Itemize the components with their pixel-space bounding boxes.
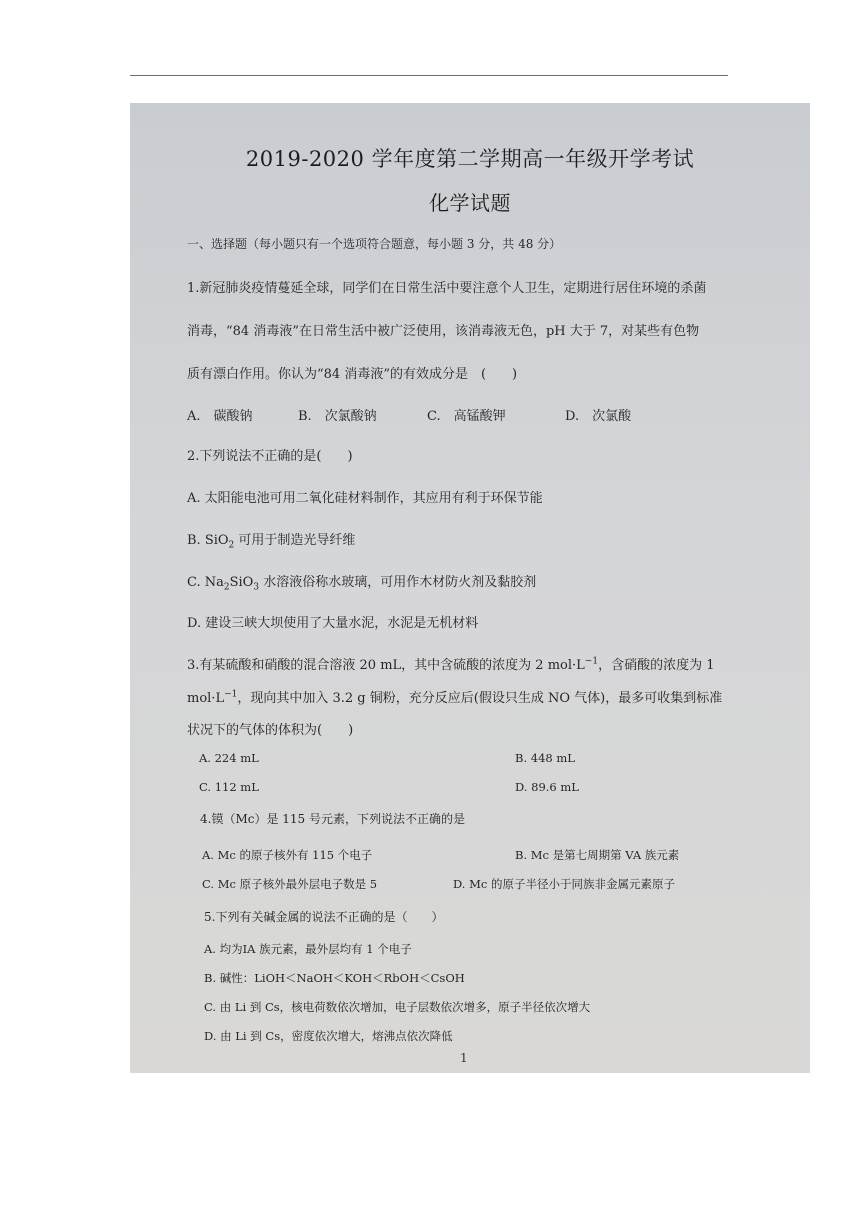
q4-stem: 4.镆（Mc）是 115 号元素，下列说法不正确的是: [200, 812, 465, 826]
q3-line-3: 状况下的气体的体积为( ): [187, 723, 354, 738]
section-heading: 一、选择题（每小题只有一个选项符合题意，每小题 3 分，共 48 分）: [187, 237, 562, 251]
exam-title: 2019-2020 学年度第二学期高一年级开学考试: [245, 147, 695, 171]
q1-line-1: 1.新冠肺炎疫情蔓延全球，同学们在日常生活中要注意个人卫生，定期进行居住环境的杀菌: [187, 281, 707, 296]
top-rule: [130, 75, 728, 76]
q3-line-2: $mol\cdot L^{-1}$，现向其中加入 3.2 g 铜粉，充分反应后(假设只生成 NO 气体)，最多可收集到标准: [187, 689, 723, 706]
page-number: 1: [460, 1051, 468, 1065]
q4-option-a: A. Mc 的原子核外有 115 个电子: [202, 848, 373, 862]
exam-photo: [130, 103, 810, 1073]
q1-option-d: D. 次氯酸: [565, 409, 632, 424]
q1-line-3: 质有漂白作用。你认为“84 消毒液”的有效成分是 ( ): [187, 367, 518, 382]
q2-option-d: D. 建设三峡大坝使用了大量水泥，水泥是无机材料: [187, 616, 479, 631]
q1-option-c: C. 高锰酸钾: [427, 409, 506, 424]
q2-stem: 2.下列说法不正确的是( ): [187, 449, 353, 464]
q5-stem: 5.下列有关碱金属的说法不正确的是（ ）: [204, 910, 444, 924]
q2-option-c: C. $Na_2SiO_3$ 水溶液俗称水玻璃，可用作木材防火剂及黏胶剂: [187, 575, 537, 593]
q4-option-b: B. Mc 是第七周期第 VA 族元素: [515, 848, 680, 862]
q1-option-a: A. 碳酸钠: [187, 409, 253, 424]
q5-option-d: D. 由 Li 到 Cs，密度依次增大，熔沸点依次降低: [204, 1029, 453, 1043]
q3-option-d: D. 89.6 mL: [515, 780, 579, 794]
q5-option-a: A. 均为ⅠA 族元素，最外层均有 1 个电子: [204, 942, 412, 956]
q3-option-c: C. 112 mL: [199, 780, 259, 794]
q3-option-a: A. 224 mL: [199, 751, 259, 765]
q4-option-c: C. Mc 原子核外最外层电子数是 5: [202, 877, 378, 891]
q1-line-2: 消毒，“84 消毒液”在日常生活中被广泛使用，该消毒液无色，pH 大于 7，对某些有色物: [187, 324, 700, 339]
q2-option-a: A. 太阳能电池可用二氧化硅材料制作，其应用有利于环保节能: [187, 491, 543, 506]
q3-line-1: 3.有某硫酸和硝酸的混合溶液 20 mL，其中含硫酸的浓度为 2 $mol\cdot L^{-1}$，含硝酸的浓度为 1: [187, 656, 715, 673]
q2-option-b: B. SiO$_2$ 可用于制造光导纤维: [187, 533, 356, 551]
subject-title: 化学试题: [429, 191, 511, 215]
q5-option-b: B. 碱性：LiOH＜NaOH＜KOH＜RbOH＜CsOH: [204, 971, 465, 985]
q1-option-b: B. 次氯酸钠: [298, 409, 377, 424]
q5-option-c: C. 由 Li 到 Cs，核电荷数依次增加，电子层数依次增多，原子半径依次增大: [204, 1000, 591, 1014]
q4-option-d: D. Mc 的原子半径小于同族非金属元素原子: [453, 877, 675, 891]
q3-option-b: B. 448 mL: [515, 751, 575, 765]
